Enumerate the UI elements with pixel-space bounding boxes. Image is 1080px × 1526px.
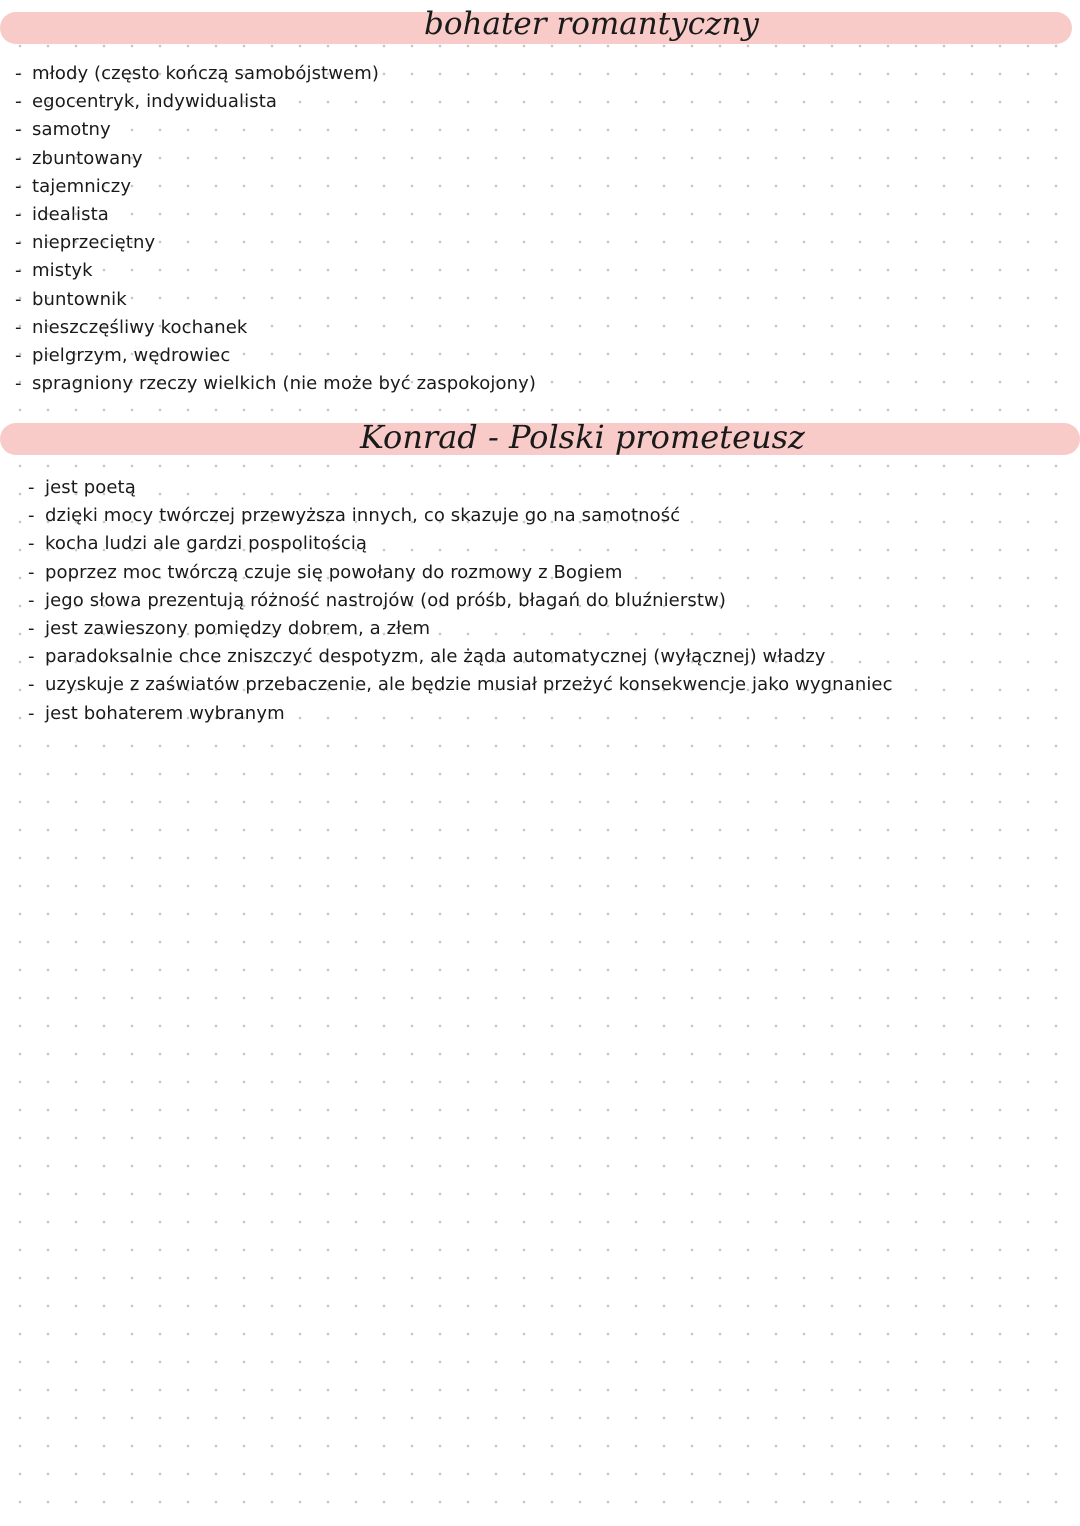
bullet-dash: - [28, 533, 35, 555]
list-item-text: jest zawieszony pomiędzy dobrem, a złem [45, 617, 431, 639]
list-item-text: nieszczęśliwy kochanek [32, 316, 248, 338]
list-item [15, 257, 536, 285]
list-item-text: poprzez moc twórczą czuje się powołany do rozmowy z Bogiem [45, 561, 623, 583]
section-1-title: bohater romantyczny [424, 6, 759, 42]
list-item-text: młody (często kończą samobójstwem) [32, 63, 379, 84]
list-item [28, 615, 893, 643]
bullet-dash: - [28, 617, 35, 639]
bullet-dash: - [15, 175, 22, 197]
list-item-text: paradoksalnie chce zniszczyć despotyzm, ale żąda automatycznej (wyłącznej) władzy [45, 646, 826, 668]
bullet-dash: - [15, 91, 22, 113]
list-item-text: spragniony rzeczy wielkich (nie może być zaspokojony) [32, 373, 536, 395]
list-item [28, 671, 893, 699]
list-item-text: egocentryk, indywidualista [32, 91, 278, 113]
list-item [28, 587, 893, 615]
bullet-dash: - [15, 316, 22, 338]
list-item [28, 643, 893, 671]
list-item-text: jest bohaterem wybranym [45, 702, 285, 724]
list-item [15, 229, 536, 257]
list-item [28, 502, 893, 530]
list-item-text: tajemniczy [32, 175, 132, 197]
list-item [15, 88, 536, 116]
list-item [28, 530, 893, 558]
list-item [15, 60, 536, 88]
list-item-text: buntownik [32, 288, 127, 310]
list-item-text: jest poetą [45, 477, 136, 498]
list-item [15, 314, 536, 342]
bullet-dash: - [15, 260, 22, 282]
list-item-text: zbuntowany [32, 147, 143, 169]
bullet-dash: - [28, 505, 35, 527]
list-item [15, 201, 536, 229]
bullet-dash: - [15, 203, 22, 225]
list-item-text: dzięki mocy twórczej przewyższa innych, co skazuje go na samotność [45, 505, 681, 527]
section-1-list [15, 60, 536, 398]
bullet-dash: - [15, 63, 22, 84]
list-item-text: uzyskuje z zaświatów przebaczenie, ale będzie musiał przeżyć konsekwencje jako wygnaniec [45, 674, 893, 696]
list-item [15, 286, 536, 314]
list-item-text: samotny [32, 119, 111, 141]
list-item [15, 145, 536, 173]
list-item-text: pielgrzym, wędrowiec [32, 344, 231, 366]
bullet-dash: - [15, 232, 22, 254]
list-item [28, 700, 893, 728]
bullet-dash: - [28, 646, 35, 668]
list-item [15, 342, 536, 370]
list-item [28, 474, 893, 502]
bullet-dash: - [15, 288, 22, 310]
list-item-text: mistyk [32, 260, 93, 282]
list-item-text: nieprzeciętny [32, 232, 156, 254]
bullet-dash: - [28, 589, 35, 611]
bullet-dash: - [15, 344, 22, 366]
list-item-text: kocha ludzi ale gardzi pospolitością [45, 533, 368, 555]
list-item [28, 559, 893, 587]
list-item-text: idealista [32, 203, 109, 225]
list-item-text: jego słowa prezentują różność nastrojów (od próśb, błagań do bluźnierstw) [45, 589, 726, 611]
bullet-dash: - [28, 561, 35, 583]
bullet-dash: - [28, 477, 35, 498]
list-item [15, 173, 536, 201]
section-2-list [28, 474, 893, 728]
list-item [15, 370, 536, 398]
section-2-title: Konrad - Polski prometeusz [360, 418, 805, 456]
bullet-dash: - [28, 674, 35, 696]
bullet-dash: - [28, 702, 35, 724]
bullet-dash: - [15, 119, 22, 141]
bullet-dash: - [15, 147, 22, 169]
bullet-dash: - [15, 373, 22, 395]
list-item [15, 116, 536, 144]
